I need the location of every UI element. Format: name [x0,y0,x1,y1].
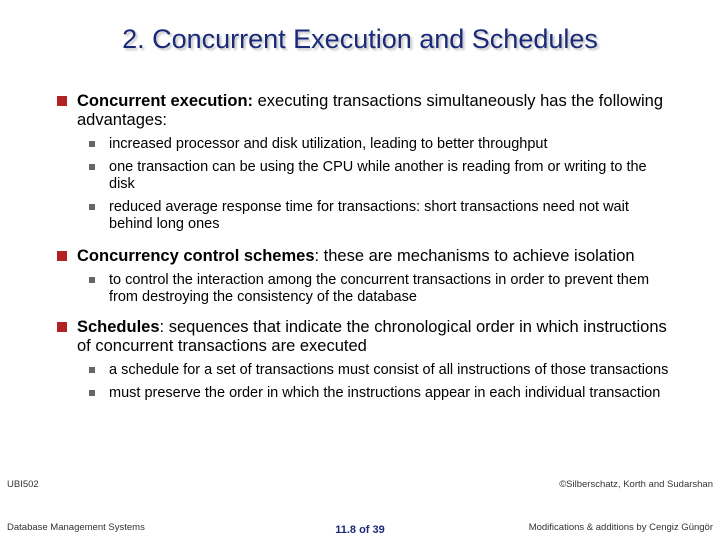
bullet-term: Concurrent execution: [77,92,254,110]
slide-title: 2. Concurrent Execution and Schedules [122,24,598,54]
subbullet-text: reduced average response time for transactions: short transactions need not wait behind long ones [109,199,629,232]
footer-modifications: Modifications & additions by Cengiz Güngör [528,522,713,533]
footer-course-name: Database Management Systems [7,522,145,533]
footer-course-code: UBI502 [7,479,39,490]
bullet-schedules [56,318,676,356]
square-subbullet-icon [89,277,95,283]
subbullet [56,199,676,233]
subbullet-text: must preserve the order in which the instructions appear in each individual transaction [109,385,661,401]
square-bullet-icon [57,96,67,106]
subbullet [56,272,676,306]
page-number: 11.8 of 39 [335,524,385,536]
square-subbullet-icon [89,164,95,170]
subbullet [56,159,676,193]
bullet-text: executing transactions simultaneously has the following advantages: [77,92,664,129]
subbullet [56,385,676,402]
footer-copyright: ©Silberschatz, Korth and Sudarshan [559,479,713,490]
bullet-text: : sequences that indicate the chronological order in which instructions of concurrent transactions are executed [77,318,667,355]
square-bullet-icon [57,322,67,332]
bullet-concurrent-execution [56,92,676,130]
square-subbullet-icon [89,367,95,373]
subbullet-text: increased processor and disk utilization, leading to better throughput [109,136,548,152]
subbullet-text: one transaction can be using the CPU while another is reading from or writing to the disk [109,159,647,192]
subbullet-text: to control the interaction among the concurrent transactions in order to prevent them from destroying the consistency of the database [109,272,650,305]
square-subbullet-icon [89,204,95,210]
bullet-concurrency-control [56,247,676,266]
bullet-term: Schedules [77,318,160,336]
square-subbullet-icon [89,141,95,147]
subbullet-text: a schedule for a set of transactions must consist of all instructions of those transactions [109,362,669,378]
bullet-term: Concurrency control schemes [77,247,315,265]
subbullet [56,136,676,153]
bullet-text: : these are mechanisms to achieve isolation [314,247,635,265]
slide-body [56,92,676,408]
subbullet [56,362,676,379]
square-bullet-icon [57,251,67,261]
square-subbullet-icon [89,390,95,396]
